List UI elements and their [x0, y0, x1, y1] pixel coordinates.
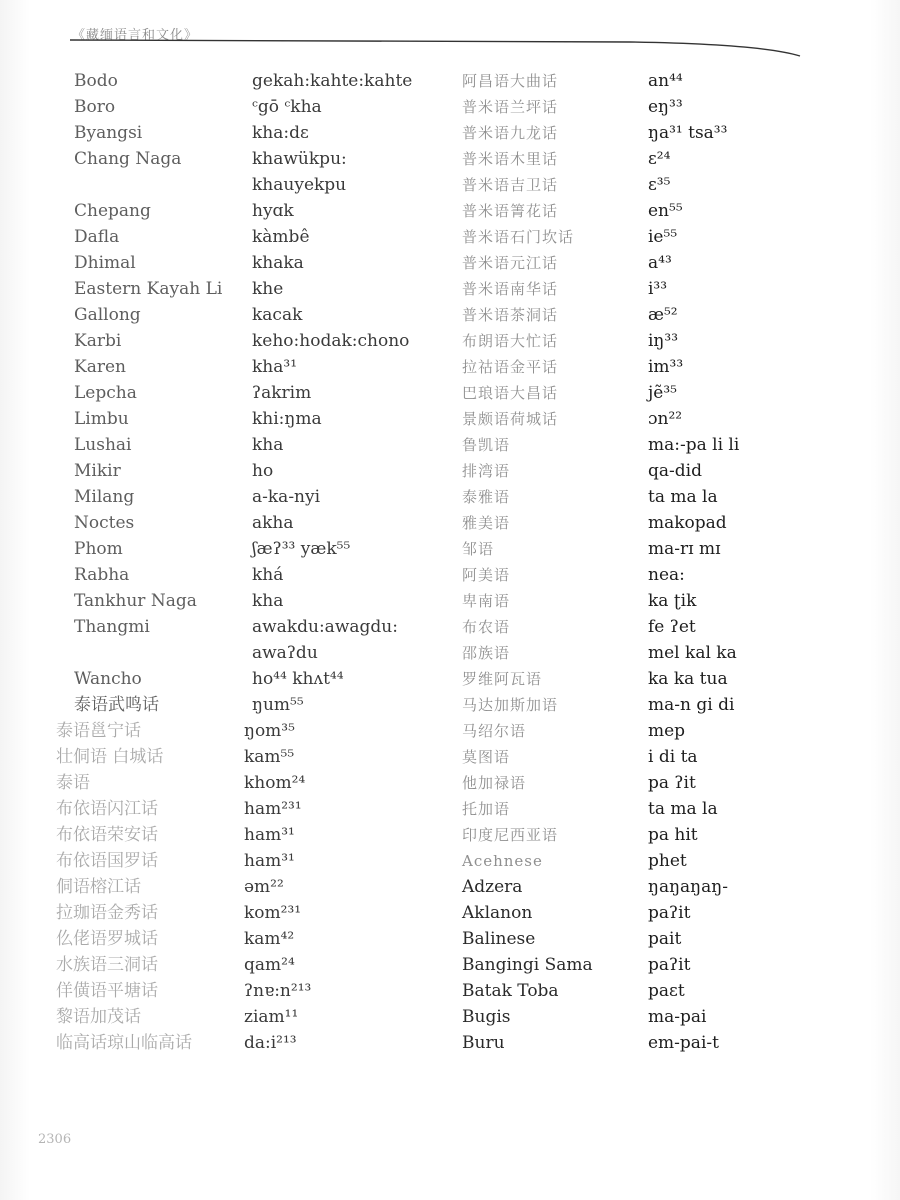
entry-c3-10: 布朗语大忙话 — [462, 332, 559, 350]
entry-c3-27: 他加禄语 — [462, 774, 527, 792]
entry-c2-31: əm²² — [244, 877, 284, 897]
entry-c1-1: Boro — [74, 97, 116, 117]
entry-c1-12: Lepcha — [74, 383, 137, 403]
entry-c4-6: ie⁵⁵ — [648, 227, 678, 247]
entry-c2-12: ʔakrim — [252, 383, 312, 403]
entry-c1-9: Gallong — [74, 305, 141, 325]
entry-c2-15: ho — [252, 461, 274, 481]
entry-c4-29: pa hit — [648, 825, 698, 845]
entry-c3-25: 马绍尔语 — [462, 722, 527, 740]
entry-c2-36: ziam¹¹ — [244, 1007, 299, 1027]
entry-c4-12: jẽ³⁵ — [648, 383, 677, 403]
entry-c3-33: Balinese — [462, 929, 536, 949]
entry-c1-3: Chang Naga — [74, 149, 182, 169]
entry-c2-27: khom²⁴ — [244, 773, 306, 793]
entry-c1-37: 临高话琼山临高话 — [56, 1033, 192, 1053]
entry-c3-1: 普米语兰坪话 — [462, 98, 559, 116]
entry-c3-22: 邵族语 — [462, 644, 511, 662]
entry-c3-28: 托加语 — [462, 800, 511, 818]
entry-c1-16: Milang — [74, 487, 135, 507]
entry-c4-20: ka ʈik — [648, 591, 697, 611]
entry-c3-29: 印度尼西亚语 — [462, 826, 559, 844]
entry-c2-22: awaʔdu — [252, 643, 318, 663]
entry-c2-33: kam⁴² — [244, 929, 295, 949]
entry-c1-22 — [74, 640, 222, 666]
entry-c4-34: paʔit — [648, 955, 691, 975]
entry-c3-8: 普米语南华话 — [462, 280, 559, 298]
entry-c4-10: iŋ³³ — [648, 331, 679, 351]
entry-c4-26: i di ta — [648, 747, 698, 767]
entry-c4-21: fe ʔet — [648, 617, 696, 637]
entry-c2-18: ʃæʔ³³ yæk⁵⁵ — [252, 539, 351, 559]
entry-c2-3: khawükpu: — [252, 149, 347, 169]
entry-c2-2: kha:dɛ — [252, 123, 309, 143]
entry-c1-18: Phom — [74, 539, 123, 559]
entry-c2-26: kam⁵⁵ — [244, 747, 295, 767]
entry-c4-9: æ⁵² — [648, 305, 678, 325]
entry-c2-7: khaka — [252, 253, 304, 273]
entry-c1-4 — [74, 172, 222, 198]
entry-c2-19: khá — [252, 565, 284, 585]
entry-c1-36: 黎语加茂话 — [56, 1007, 141, 1027]
entry-c1-8: Eastern Kayah Li — [74, 279, 223, 299]
entry-c3-18: 邹语 — [462, 540, 495, 558]
entry-c3-3: 普米语木里话 — [462, 150, 559, 168]
entry-c1-28: 布依语闪江话 — [56, 799, 158, 819]
entry-c3-14: 鲁凯语 — [462, 436, 511, 454]
entry-c3-17: 雅美语 — [462, 514, 511, 532]
entry-c2-16: a-ka-nyi — [252, 487, 321, 507]
entry-c1-26: 壮侗语 白城话 — [56, 747, 164, 767]
entry-c2-6: kàmbê — [252, 227, 310, 247]
entry-c1-20: Tankhur Naga — [74, 591, 197, 611]
entry-c4-35: paɛt — [648, 981, 685, 1001]
entry-c3-0: 阿昌语大曲话 — [462, 72, 559, 90]
entry-c2-10: keho:hodak:chono — [252, 331, 410, 351]
entry-c1-23: Wancho — [74, 669, 142, 689]
entry-c1-25: 泰语邕宁话 — [56, 721, 141, 741]
entry-c1-13: Limbu — [74, 409, 129, 429]
entry-c2-25: ŋom³⁵ — [244, 721, 295, 741]
entry-c1-17: Noctes — [74, 513, 135, 533]
entry-c3-31: Adzera — [462, 877, 523, 897]
entry-c2-17: akha — [252, 513, 294, 533]
entry-c2-0: gekah:kahte:kahte — [252, 71, 413, 91]
page-number: 2306 — [38, 1132, 72, 1147]
entry-c1-24: 泰语武鸣话 — [74, 695, 159, 715]
entry-c3-26: 莫图语 — [462, 748, 511, 766]
entry-c4-14: ma:-pa li li — [648, 435, 740, 455]
entry-c2-9: kacak — [252, 305, 303, 325]
entry-c4-15: qa-did — [648, 461, 702, 481]
language-name-column-left — [56, 68, 223, 1056]
entry-c4-36: ma-pai — [648, 1007, 707, 1027]
language-name-column-right — [462, 68, 593, 1056]
entry-c4-28: ta ma la — [648, 799, 718, 819]
entry-c2-34: qam²⁴ — [244, 955, 295, 975]
entry-c2-11: kha³¹ — [252, 357, 298, 377]
entry-c2-14: kha — [252, 435, 284, 455]
entry-c4-1: eŋ³³ — [648, 97, 683, 117]
entry-c4-16: ta ma la — [648, 487, 718, 507]
entry-c2-5: hyɑk — [252, 201, 294, 221]
entry-c4-5: en⁵⁵ — [648, 201, 683, 221]
entry-c2-28: ham²³¹ — [244, 799, 302, 819]
entry-c1-14: Lushai — [74, 435, 132, 455]
entry-c4-0: an⁴⁴ — [648, 71, 683, 91]
entry-c3-2: 普米语九龙话 — [462, 124, 559, 142]
entry-c4-27: pa ʔit — [648, 773, 696, 793]
entry-c2-1: ᶜgō ᶜkha — [252, 97, 322, 117]
word-form-column-right — [648, 68, 739, 1056]
entry-c2-30: ham³¹ — [244, 851, 295, 871]
entry-c3-24: 马达加斯加语 — [462, 696, 559, 714]
entry-c2-23: ho⁴⁴ khʌt⁴⁴ — [252, 669, 344, 689]
entry-c2-35: ʔnɐ:n²¹³ — [244, 981, 312, 1001]
entry-c4-2: ŋa³¹ tsa³³ — [648, 123, 728, 143]
entry-c1-31: 侗语榕江话 — [56, 877, 141, 897]
entry-c4-4: ɛ³⁵ — [648, 175, 671, 195]
entry-c1-35: 佯僙语平塘话 — [56, 981, 158, 1001]
entry-c3-5: 普米语箐花话 — [462, 202, 559, 220]
entry-c1-5: Chepang — [74, 201, 151, 221]
entry-c4-17: makopad — [648, 513, 727, 533]
entry-c3-20: 卑南语 — [462, 592, 511, 610]
entry-c3-11: 拉祜语金平话 — [462, 358, 559, 376]
entry-c2-4: khauyekpu — [252, 175, 347, 195]
entry-c3-21: 布农语 — [462, 618, 511, 636]
entry-c1-34: 水族语三洞话 — [56, 955, 158, 975]
entry-c3-36: Bugis — [462, 1007, 511, 1027]
entry-c2-29: ham³¹ — [244, 825, 295, 845]
entry-c1-30: 布依语国罗话 — [56, 851, 158, 871]
entry-c1-0: Bodo — [74, 71, 118, 91]
entry-c4-3: ɛ²⁴ — [648, 149, 671, 169]
entry-c3-12: 巴琅语大昌话 — [462, 384, 559, 402]
entry-c3-30: Acehnese — [462, 852, 543, 870]
entry-c3-37: Buru — [462, 1033, 505, 1053]
entry-c1-27: 泰语 — [56, 773, 90, 793]
word-form-column-left — [244, 68, 413, 1056]
entry-c4-18: ma-rɪ mɪ — [648, 539, 721, 559]
entry-c2-8: khe — [252, 279, 284, 299]
entry-c3-16: 泰雅语 — [462, 488, 511, 506]
entry-c3-35: Batak Toba — [462, 981, 559, 1001]
entry-c1-29: 布依语荣安话 — [56, 825, 158, 845]
entry-c1-2: Byangsi — [74, 123, 143, 143]
entry-c4-33: pait — [648, 929, 682, 949]
entry-c1-11: Karen — [74, 357, 126, 377]
entry-c4-23: ka ka tua — [648, 669, 728, 689]
entry-c3-23: 罗维阿瓦语 — [462, 670, 543, 688]
entry-c4-31: ŋaŋaŋaŋ- — [648, 877, 728, 897]
entry-c1-10: Karbi — [74, 331, 122, 351]
entry-c2-32: kom²³¹ — [244, 903, 302, 923]
entry-c3-7: 普米语元江话 — [462, 254, 559, 272]
entry-c4-37: em-pai-t — [648, 1033, 719, 1053]
running-head: 《藏缅语言和文化》 — [72, 28, 199, 43]
entry-c1-33: 仫佬语罗城话 — [56, 929, 158, 949]
entry-c4-24: ma-n gi di — [648, 695, 735, 715]
entry-c3-4: 普米语吉卫话 — [462, 176, 559, 194]
entry-c3-13: 景颇语荷城话 — [462, 410, 559, 428]
entry-c4-22: mel kal ka — [648, 643, 737, 663]
entry-c4-8: i³³ — [648, 279, 668, 299]
entry-c2-21: awakdu:awagdu: — [252, 617, 398, 637]
entry-c2-20: kha — [252, 591, 284, 611]
entry-c4-7: a⁴³ — [648, 253, 672, 273]
entry-c4-19: nea: — [648, 565, 685, 585]
entry-c3-34: Bangingi Sama — [462, 955, 593, 975]
entry-c3-32: Aklanon — [462, 903, 533, 923]
entry-c4-25: mep — [648, 721, 686, 741]
entry-c1-7: Dhimal — [74, 253, 136, 273]
entry-c1-32: 拉珈语金秀话 — [56, 903, 158, 923]
entry-c1-19: Rabha — [74, 565, 130, 585]
entry-c1-6: Dafla — [74, 227, 120, 247]
entry-c2-24: ŋum⁵⁵ — [252, 695, 304, 715]
entry-c3-19: 阿美语 — [462, 566, 511, 584]
entry-c1-21: Thangmi — [74, 617, 150, 637]
header-rule — [70, 34, 810, 58]
entry-c2-13: khi:ŋma — [252, 409, 322, 429]
entry-c3-9: 普米语茶洞话 — [462, 306, 559, 324]
entry-c4-11: im³³ — [648, 357, 684, 377]
entry-c3-15: 排湾语 — [462, 462, 511, 480]
entry-c4-13: ɔn²² — [648, 409, 683, 429]
entry-c3-6: 普米语石门坎话 — [462, 228, 575, 246]
entry-c1-15: Mikir — [74, 461, 121, 481]
entry-c4-32: paʔit — [648, 903, 691, 923]
entry-c2-37: da:i²¹³ — [244, 1033, 297, 1053]
entry-c4-30: phet — [648, 851, 687, 871]
